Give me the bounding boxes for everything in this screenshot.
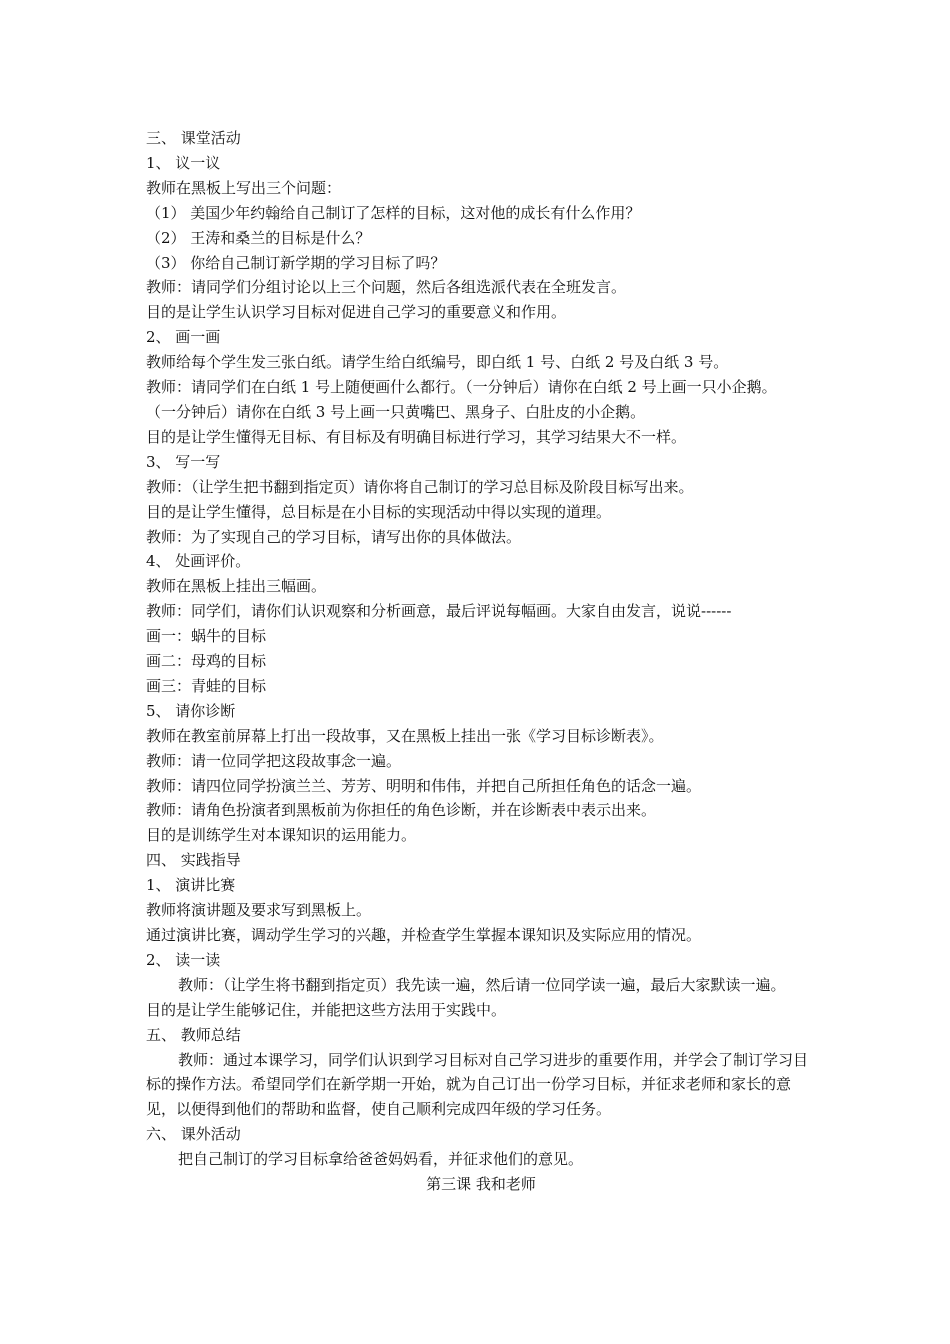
text-line: 教师：请四位同学扮演兰兰、芳芳、明明和伟伟，并把自己所担任角色的话念一遍。 — [146, 776, 702, 795]
text-line: 目的是让学生懂得，总目标是在小目标的实现活动中得以实现的道理。 — [146, 502, 612, 521]
text-line: 教师在黑板上写出三个问题： — [146, 178, 342, 197]
subsection-heading: 1、 议一议 — [146, 153, 221, 172]
paragraph-outside: 把自己制订的学习目标拿给爸爸妈妈看，并征求他们的意见。 — [178, 1150, 584, 1169]
text-line: 教师：（让学生把书翻到指定页）请你将自己制订的学习总目标及阶段目标写出来。 — [146, 477, 694, 496]
document-body — [146, 126, 816, 1197]
text-line: 目的是让学生懂得无目标、有目标及有明确目标进行学习，其学习结果大不一样。 — [146, 427, 687, 446]
text-line: 教师：为了实现自己的学习目标，请写出你的具体做法。 — [146, 527, 522, 546]
text-line: 教师：请角色扮演者到黑板前为你担任的角色诊断，并在诊断表中表示出来。 — [146, 801, 657, 820]
section-heading: 四、 实践指导 — [146, 851, 241, 870]
text-line: 教师：请同学们在白纸 1 号上随便画什么都行。（一分钟后）请你在白纸 2 号上画一只小企鹅。 — [146, 378, 777, 397]
text-line: 目的是让学生能够记住，并能把这些方法用于实践中。 — [146, 1000, 507, 1019]
text-line: 画三：青蛙的目标 — [146, 676, 267, 695]
subsection-heading: 2、 读一读 — [146, 950, 221, 969]
text-line: 目的是让学生认识学习目标对促进自己学习的重要意义和作用。 — [146, 303, 567, 322]
text-line: 教师将演讲题及要求写到黑板上。 — [146, 901, 372, 920]
paragraph-summary: 教师：通过本课学习，同学们认识到学习目标对自己学习进步的重要作用，并学会了制订学习目标的操作方法。希望同学们在新学期一开始，就为自己订出一份学习目标，并征求老师和家长的意见，以便得到他们的帮助和监督，使自己顺利完成四年级的学习任务。 — [146, 1050, 809, 1119]
subsection-heading: 5、 请你诊断 — [146, 701, 236, 720]
question-item: （2） 王涛和桑兰的目标是什么？ — [146, 228, 371, 247]
question-item: （1） 美国少年约翰给自己制订了怎样的目标，这对他的成长有什么作用？ — [146, 203, 641, 222]
text-line: 教师给每个学生发三张白纸。请学生给白纸编号，即白纸 1 号、白纸 2 号及白纸 3 号。 — [146, 353, 729, 372]
section-heading: 三、 课堂活动 — [146, 129, 241, 147]
next-lesson-title: 第三课 我和老师 — [426, 1175, 536, 1194]
question-item: （3） 你给自己制订新学期的学习目标了吗？ — [146, 253, 446, 272]
text-line: 教师在教室前屏幕上打出一段故事，又在黑板上挂出一张《学习目标诊断表》。 — [146, 726, 664, 745]
text-line: 通过演讲比赛，调动学生学习的兴趣，并检查学生掌握本课知识及实际应用的情况。 — [146, 926, 702, 944]
text-line: 教师：同学们，请你们认识观察和分析画意，最后评说每幅画。大家自由发言，说说------ — [146, 602, 732, 621]
section-heading: 五、 教师总结 — [146, 1025, 241, 1044]
text-line: 画二：母鸡的目标 — [146, 652, 267, 671]
subsection-heading: 1、 演讲比赛 — [146, 876, 236, 895]
subsection-heading: 2、 画一画 — [146, 328, 221, 347]
text-line: （一分钟后）请你在白纸 3 号上画一只黄嘴巴、黑身子、白肚皮的小企鹅。 — [146, 402, 646, 421]
text-line: 教师：请同学们分组讨论以上三个问题，然后各组选派代表在全班发言。 — [146, 278, 627, 297]
text-line: 目的是训练学生对本课知识的运用能力。 — [146, 826, 417, 845]
subsection-heading: 4、 处画评价。 — [146, 552, 251, 571]
text-line: 画一：蜗牛的目标 — [146, 627, 267, 646]
text-line: 教师：请一位同学把这段故事念一遍。 — [146, 751, 402, 770]
section-heading: 六、 课外活动 — [146, 1125, 241, 1144]
subsection-heading: 3、 写一写 — [146, 452, 221, 471]
paragraph-read: 教师：（让学生将书翻到指定页）我先读一遍，然后请一位同学读一遍，最后大家默读一遍。 — [178, 975, 786, 994]
text-line: 教师在黑板上挂出三幅画。 — [146, 577, 327, 596]
